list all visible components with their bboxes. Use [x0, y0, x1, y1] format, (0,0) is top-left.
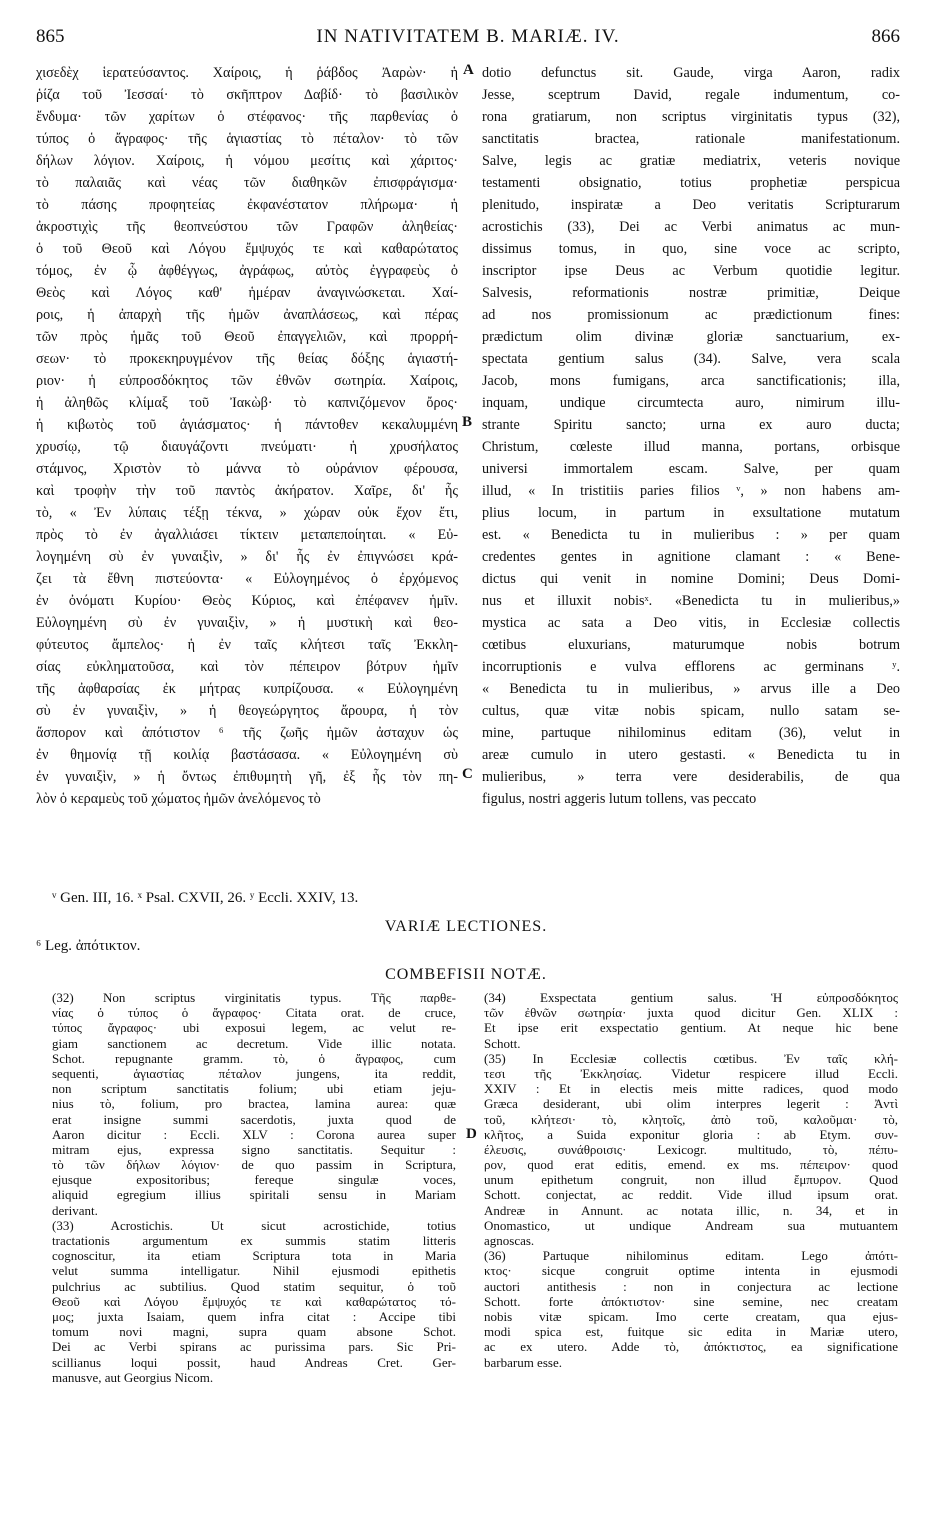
note-line: (32) Non scriptus virginitatis typus. Τῆς παρθε-	[52, 990, 456, 1005]
greek-text-line: σεων· τὸ προκεκηρυγμένον τῆς θείας δόξης ἁγιαστή-	[36, 351, 458, 367]
note-line: modi spica est, fuitque sic edita in Mariæ utero,	[484, 1324, 898, 1340]
latin-text-line: Jacob, mons fumigans, arca sanctificationis; illa,	[482, 373, 900, 389]
greek-text-line: τῶν πρὸς ἡμᾶς τοῦ Θεοῦ ἐπαγγελιῶν, καὶ προρρή-	[36, 329, 458, 345]
greek-text-line: ἀκροστιχὶς τῆς θεοπνεύστου τῶν Γραφῶν ἀληθείας·	[36, 219, 458, 235]
note-line: mitram ejus, expressa signo sanctitatis. Sequitur :	[52, 1141, 456, 1157]
page-number-left: 865	[36, 26, 65, 47]
note-line: aliquid egregium illius spiritali sensu in Mariam	[52, 1187, 456, 1203]
note-line: Andreæ in Annunt. ac notata illic, n. 34, et in	[484, 1202, 898, 1218]
page-title: IN NATIVITATEM B. MARIÆ. IV.	[316, 26, 620, 47]
latin-text-line: dissimus tomus, in quo, sine voce ac scripto,	[482, 241, 900, 257]
note-line: nius τὸ, folium, pro bractea, lamina aurea: quæ	[52, 1096, 456, 1112]
note-line: Θεοῦ καὶ Λόγου ἔμψυχός τε καὶ καθαρώτατος τό-	[52, 1293, 456, 1309]
latin-text-line: testamenti obsignatio, totius prophetiæ perspicua	[482, 175, 900, 191]
latin-text-line: incorruptionis e vulva efflorens ac germinans ʸ.	[482, 659, 900, 675]
greek-text-line: ριον· ἡ εὐπροσδόκητος τῶν ἐθνῶν σωτηρία. Χαίροις,	[36, 373, 458, 389]
greek-text-line: τύπος ὁ ἄγραφος· τῆς ἁγιαστίας τὸ πέταλον· τὸ τῶν	[36, 131, 458, 147]
note-line: μος; juxta Isaiam, quem infra citat : Accipe tibi	[52, 1308, 456, 1324]
latin-text-line: figulus, nostri aggeris lutum tollens, vas peccato	[482, 791, 757, 807]
latin-text-line: strante Spiritu sancto; urna ex auro ducta;	[482, 417, 900, 433]
note-line: τύπος ἄγραφος· ubi exposui legem, ac velut re-	[52, 1020, 456, 1036]
greek-text-line: ζει τὰ ἔθνη πιστεύοντα· « Εὐλογημένος ὁ ἐρχόμενος	[36, 571, 458, 587]
note-line: κλῆτος, a Suida exponitur gloria : ab Etym. συν-	[484, 1126, 898, 1142]
latin-text-line: plius locum, in partum in exsultatione mutatum	[482, 505, 900, 521]
greek-text-line: χισεδὲχ ἱερατεύσαντος. Χαίροις, ἡ ῥάβδος Ἀαρὼν· ἡ	[36, 65, 458, 81]
latin-text-line: spectata gentium salus (34). Salve, vera scala	[482, 351, 900, 367]
latin-text-line: Jesse, sceptrum David, regale indumentum, co-	[482, 87, 900, 103]
note-line: ρον, quod erat editis, emend. ex ms. πέπειρον· quod	[484, 1157, 898, 1173]
note-line: τεσι τῆς Ἐκκλησίας. Videtur respicere illud Eccli.	[484, 1065, 898, 1081]
latin-text-line: ad nos promissionum ac prædictionum fines:	[482, 307, 900, 323]
greek-text-line: καὶ τροφὴν τὴν τοῦ παντὸς ἀκήρατον. Χαῖρε, δι' ἧς	[36, 483, 458, 499]
greek-text-line: ἄσπορον καὶ ἀπότιστον ⁶ τῆς ζωῆς ἡμῶν ἀσταχυν ὡς	[36, 725, 458, 741]
note-line: έλευσις, συνάθροισις· Lexicogr. multitudo, τὸ, πέπυ-	[484, 1141, 898, 1157]
margin-letter-a: A	[463, 62, 474, 78]
latin-text-line: Salve, legis ac gratiæ mediatrix, veteris novique	[482, 153, 900, 169]
margin-letter-d: D	[466, 1126, 477, 1142]
greek-text-line: ἐν ὀνόματι Κυρίου· Θεὸς Κύριος, καὶ ἐπέφανεν ἡμῖν.	[36, 593, 458, 609]
latin-text-line: inscriptor ipse Deus ac Verbum quotidie legitur.	[482, 263, 900, 279]
latin-text-line: plenitudo, inspiratæ a Deo veritatis Scripturarum	[482, 197, 900, 213]
latin-text-line: cultus, quæ vitæ nobis spicam, nullo satam se-	[482, 703, 900, 719]
note-line: nobis vitæ spicam. Imo certe creatam, qua ejus-	[484, 1308, 898, 1324]
note-line: tractationis argumentum ex summis statim litteris	[52, 1233, 456, 1248]
greek-text-line: ἡ ἀληθῶς κλίμαξ τοῦ Ἰακὼβ· τὸ καπνιζόμενον ὄρος·	[36, 395, 458, 411]
greek-text-line: στάμνος, Χριστὸν τὸ μάννα τὸ οὐράνιον φέρουσα,	[36, 461, 458, 477]
latin-text-line: mine, partuque nihilominus editam (36), velut in	[482, 725, 900, 741]
note-line: velut summa intelligatur. Nihil ejusmodi epithetis	[52, 1263, 456, 1279]
note-line: (34) Exspectata gentium salus. Ἡ εὐπροσδόκητος	[484, 990, 898, 1005]
latin-text-line: Christum, cœleste illud manna, portans, orbisque	[482, 439, 900, 455]
note-line: Schot. repugnante gramm. τὸ, ὁ ἄγραφος, cum	[52, 1050, 456, 1066]
greek-text-line: ἐν γυναιξὶν, » ἡ ὄντως ἐπιθυμητὴ γῆ, ἐξ ἧς τὸν πη-	[36, 769, 458, 785]
latin-text-line: inquam, undique circumtecta auro, nimirum illu-	[482, 395, 900, 411]
greek-text-line: ροις, ἡ ἀπαρχὴ τῆς ἡμῶν ἀναπλάσεως, καὶ πέρας	[36, 307, 458, 323]
note-line: ejusque expositoribus; fereque singulæ voces,	[52, 1172, 456, 1188]
note-line: auctori antithesis : non in conjectura ac lectione	[484, 1278, 898, 1294]
note-line: Aaron dicitur : Eccli. XLV : Corona aurea super	[52, 1126, 456, 1142]
note-line: (35) In Ecclesiæ collectis cœtibus. Ἐν ταῖς κλή-	[484, 1050, 898, 1066]
greek-text-line: τόμος, ἐν ᾧ ἀφθέγγως, ἀγράφως, αὐτὸς ἐγγραφεὺς ὁ	[36, 263, 458, 279]
greek-text-line: τὸ πάσης προφητείας ἐκφανέστατον πλήρωμα· ἡ	[36, 197, 458, 213]
note-line: agnoscas.	[484, 1233, 535, 1248]
notes-heading: COMBEFISII NOTÆ.	[385, 966, 547, 983]
latin-text-line: mulieribus, » terra vere desiderabilis, de qua	[482, 769, 900, 785]
greek-text-line: Εὐλογημένη σὺ ἐν γυναιξὶν, » ἡ μυστικὴ καὶ θεο-	[36, 615, 458, 631]
latin-text-line: areæ cumulo in utero gestasti. « Benedicta tu in	[482, 747, 900, 763]
latin-text-line: dotio defunctus sit. Gaude, virga Aaron, radix	[482, 65, 900, 81]
latin-text-line: est. « Benedicta tu in mulieribus : » per quam	[482, 527, 900, 543]
note-line: Græca desiderant, ubi olim interpres legerit : Ἀντὶ	[484, 1096, 898, 1112]
latin-text-line: dictus qui venit in nomine Domini; Deus Domi-	[482, 571, 900, 587]
note-line: cognoscitur, ita etiam Scriptura tota in Maria	[52, 1248, 456, 1264]
latin-text-line: cœtibus eluxurians, maturumque nobis botrum	[482, 637, 900, 653]
latin-text-line: Salvesis, reformationis nostræ primitiæ, Deique	[482, 285, 900, 301]
note-line: νίας ὁ τύπος ὁ ἄγραφος· Citata orat. de cruce,	[52, 1005, 456, 1021]
note-line: sequenti, ἁγιαστίας πέταλον jungens, ita reddit,	[52, 1065, 456, 1081]
greek-text-line: ὁ τοῦ Θεοῦ καὶ Λόγου ἔμψυχός τε καὶ καθαρώτατος	[36, 241, 458, 257]
greek-text-line: σὺ ἐν γυναιξὶν, » ἡ θεογεώργητος ἄρουρα, ἡ τὸν	[36, 703, 458, 719]
margin-letter-c: C	[462, 766, 473, 782]
greek-text-line: λὸν ὁ κεραμεὺς τοῦ χώματος ἡμῶν ἀνελόμενος τὸ	[36, 791, 321, 807]
greek-text-line: ἐν θημονίᾳ τῇ κοιλίᾳ βαστάσασα. « Εὐλογημένη σὺ	[36, 747, 458, 763]
notes-right-column	[484, 990, 898, 1370]
note-line: τοῦ, κλήτεσι· τὸ, κλητοῖς, ἀπὸ τοῦ, καλοῦμαι· τὸ,	[484, 1111, 898, 1127]
note-line: manusve, aut Georgius Nicom.	[52, 1369, 214, 1385]
greek-text-column	[36, 62, 458, 810]
greek-text-line: τὸ, « Ἐν λύπαις τέξῃ τέκνα, » χώραν οὐκ ἔχον ἔτι,	[36, 505, 458, 521]
running-header	[36, 26, 900, 54]
greek-text-line: λογημένη σὺ ἐν γυναιξὶν, » δι' ἧς ἐν ἐπιγνώσει κρά-	[36, 549, 458, 565]
page-number-right: 866	[871, 26, 900, 47]
note-line: scillianus loqui possit, haud Andreas Cret. Ger-	[52, 1354, 456, 1370]
greek-text-line: ἡ κιβωτὸς τοῦ ἁγιάσματος· ἡ πάντοθεν κεκαλυμμένη	[36, 417, 458, 433]
variae-lectiones-text: ⁶ Leg. ἀπότικτον.	[36, 938, 141, 954]
note-line: pulchrius ac subtilius. Quod statim sequitur, ὁ τοῦ	[52, 1278, 456, 1294]
note-line: giam sanctionem ac decretum. Vide illic notata.	[52, 1035, 456, 1051]
greek-text-line: δήλων λόγιον. Χαίροις, ἡ νόμου μεσίτις καὶ χάριτος·	[36, 153, 458, 169]
latin-text-column	[482, 62, 900, 810]
greek-text-line: πρὸς τὸ ἐν ἀγαλλιάσει τίκτειν μεταπεποίηται. « Εὐ-	[36, 527, 458, 543]
note-line: tomum novi magni, supra quam absone Schot.	[52, 1324, 456, 1340]
greek-text-line: Θεὸς καὶ Λόγος καθ' ἡμέραν ἀναγινώσκεται. Χαί-	[36, 285, 458, 301]
latin-text-line: acrostichis (33), Dei ac Verbi animatus ac mun-	[482, 219, 900, 235]
note-line: (33) Acrostichis. Ut sicut acrostichide, totius	[52, 1217, 456, 1233]
note-line: τὸ τῶν δήλων λόγιον· de quo passim in Scriptura,	[52, 1157, 456, 1173]
greek-text-line: σίας εὐκληματοῦσα, καὶ τὸν πέπειρον βότρυν ἡμῖν	[36, 659, 458, 675]
variae-lectiones-heading: VARIÆ LECTIONES.	[384, 918, 548, 935]
note-line: κτος· sicque congruit optime intenta in ejusmodi	[484, 1263, 898, 1279]
note-line: derivant.	[52, 1202, 98, 1218]
note-line: XXIV : Et in electis meis mitte radices, quod modo	[484, 1081, 898, 1097]
note-line: barbarum esse.	[484, 1354, 562, 1370]
note-line: Schott. forte ἀπόκτιστον· sine semine, nec creatam	[484, 1293, 898, 1309]
scripture-references: ᵛ Gen. III, 16. ˣ Psal. CXVII, 26. ʸ Eccli. XXIV, 13.	[52, 890, 359, 906]
note-line: Onomastico, ut undique Andream sua mutuantem	[484, 1217, 898, 1233]
note-line: ac ex utero. Adde τὸ, ἀπόκτιστος, ea significatione	[484, 1339, 898, 1355]
latin-text-line: mystica ac sata a Deo vitis, in Ecclesiæ collectis	[482, 615, 900, 631]
note-line: Schott. conjectat, ac reddit. Vide illud ipsum orat.	[484, 1187, 898, 1203]
greek-text-line: τῆς ἀφθαρσίας ἐκ μήτρας κυπρίζουσα. « Εὐλογημένη	[36, 681, 458, 697]
note-line: erat insigne summi sacerdotis, juxta quod de	[52, 1111, 456, 1127]
notes-left-column	[52, 990, 456, 1385]
note-line: Et ipse erit exspectatio gentium. At neque hic bene	[484, 1020, 898, 1036]
note-line: non scriptum sanctitatis folium; ubi etiam jeju-	[52, 1081, 456, 1097]
latin-text-line: universi immortalem escam. Salve, per quam	[482, 461, 900, 477]
latin-text-line: prædictum olim divinæ gloriæ sanctuarium, ex-	[482, 329, 900, 345]
latin-text-line: credentes gentes in agnitione clamant : « Bene-	[482, 549, 900, 565]
latin-text-line: illud, « In tristitiis paries filios ᵛ, » non habens am-	[482, 483, 900, 499]
latin-text-line: sanctitatis bractea, rationale manifestationum.	[482, 131, 900, 147]
greek-text-line: χρυσίῳ, τῷ διαυγάζοντι πνεύματι· ἡ χρυσήλατος	[36, 439, 458, 455]
latin-text-line: rona gratiarum, non scriptus virginitatis typus (32),	[482, 109, 900, 125]
note-line: Schott.	[484, 1035, 521, 1051]
greek-text-line: τὸ παλαιᾶς καὶ νέας τῶν διαθηκῶν ἐπισφράγισμα·	[36, 175, 458, 191]
note-line: Dei ac Verbi spirans ac purissima pars. Sic Pri-	[52, 1339, 456, 1355]
latin-text-line: nus et illuxit nobisˣ. «Benedicta tu in mulieribus,»	[482, 593, 900, 609]
note-line: (36) Partuque nihilominus editam. Lego ἀπότι-	[484, 1248, 898, 1264]
margin-letter-b: B	[462, 414, 473, 430]
latin-text-line: « Benedicta tu in mulieribus, » arvus ille a Deo	[482, 681, 900, 697]
note-line: τῶν ἐθνῶν σωτηρία· juxta quod dicitur Gen. XLIX :	[484, 1005, 898, 1021]
note-line: unum epithetum congruit, non illud ἔμπυρον. Quod	[484, 1172, 898, 1188]
greek-text-line: ἔνδυμα· τῶν χαρίτων ὁ στέφανος· τῆς παρθενίας ὁ	[36, 109, 458, 125]
greek-text-line: ῥίζα τοῦ Ἰεσσαί· τὸ σκῆπτρον Δαβίδ· τὸ βασιλικὸν	[36, 87, 458, 103]
greek-text-line: φύτευτος ἄμπελος· ἡ ἐν ταῖς κλήτεσι ταῖς Ἐκκλη-	[36, 637, 458, 653]
